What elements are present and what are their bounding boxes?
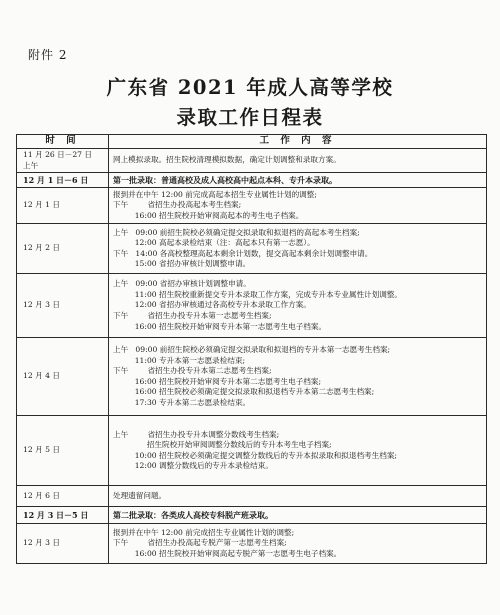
row-date-cell [17, 173, 109, 188]
table-row [17, 486, 487, 507]
row-content-cell [109, 274, 487, 338]
row-content-line: 11:00 招生院校重新提交专升本录取工作方案，完成专升本专业属性计划调整。 [113, 289, 403, 299]
row-content-cell [109, 149, 487, 173]
row-content-line: 16:00 招生院校开始审阅专升本第二志愿考生电子档案; [113, 376, 322, 386]
row-content-line: 上午 09:00 前招生院校必须确定提交拟录取和拟退档的高起本考生档案; [113, 227, 360, 237]
page-title: 广东省 2021 年成人高等学校 [106, 76, 394, 99]
table-row [17, 188, 487, 224]
column-header-content: 工 作 内 容 [109, 135, 487, 149]
row-date-cell [17, 416, 109, 486]
row-date: 12 月 1 日－6 日 [23, 174, 89, 185]
row-content-line: 下午 省招生办投专升本第二志愿考生档案; [113, 366, 272, 376]
row-content-line: 16:00 招生院校开始审阅高起本的考生电子档案。 [113, 210, 304, 220]
row-content-line: 上午 09:00 前招生院校必须确定提交拟录取和拟退档的专升本第一志愿考生档案; [113, 344, 391, 354]
table-row [17, 224, 487, 274]
schedule-table [16, 134, 487, 564]
row-content-line: 12:00 省招办审核通过各高校专升本录取工作方案。 [113, 300, 311, 310]
row-date-cell [17, 524, 109, 564]
row-date-cell [17, 188, 109, 224]
row-date-cell [17, 224, 109, 274]
row-content-line: 12:00 高起本录检结束（注：高起本只有第一志愿）。 [113, 238, 315, 248]
schedule-body [17, 149, 487, 564]
row-content-line: 17:30 专升本第二志愿录检结束。 [113, 397, 251, 407]
row-content-cell [109, 524, 487, 564]
row-date: 12 月 6 日 [23, 490, 60, 500]
row-date-cell [17, 274, 109, 338]
row-content-line: 报到并在中午 12:00 前完成高起本招生专业属性计划的调整; [113, 189, 317, 199]
attachment-label: 附件 2 [28, 48, 68, 62]
table-row [17, 338, 487, 416]
row-content-line: 下午 省招生办投高起本考生档案; [113, 200, 242, 210]
row-date-cell [17, 507, 109, 524]
row-content-line: 11:00 专升本第一志愿录检结束; [113, 355, 246, 365]
row-content-line: 网上模拟录取。招生院校清理模拟数据，确定计划调整和录取方案。 [113, 155, 341, 165]
row-content-line: 上午 09:00 省招办审核计划调整申请。 [113, 279, 251, 289]
row-content-cell [109, 188, 487, 224]
table-row [17, 507, 487, 524]
row-content-line: 第二批录取：各类成人高校专科脱产班录取。 [113, 509, 273, 520]
row-content-line: 第一批录取：普通高校及成人高校高中起点本科、专升本录取。 [113, 174, 337, 185]
row-date: 12 月 3 日 [23, 538, 60, 548]
table-row [17, 149, 487, 173]
row-content-line: 15:00 省招办审核计划调整申请。 [113, 259, 251, 269]
row-content-line: 12:00 调整分数线后的专升本录检结束。 [113, 461, 273, 471]
row-date: 12 月 3 日－5 日 [23, 509, 89, 520]
row-content-line: 处理遗留问题。 [113, 490, 167, 500]
row-date: 12 月 5 日 [23, 445, 60, 455]
row-date: 12 月 4 日 [23, 371, 60, 381]
table-row [17, 524, 487, 564]
row-content-line: 下午 省招生办投高起专脱产第一志愿考生档案; [113, 538, 287, 548]
row-content-cell [109, 486, 487, 507]
row-content-cell [109, 416, 487, 486]
page-subtitle: 录取工作日程表 [176, 106, 324, 129]
row-content-line: 16:00 招生院校开始审阅高起专脱产第一志愿考生电子档案。 [113, 548, 342, 558]
row-content-line: 报到并在中午 12:00 前完成招生专业属性计划的调整; [113, 527, 295, 537]
row-date-cell [17, 486, 109, 507]
row-content-cell [109, 507, 487, 524]
row-content-line: 10:00 招生院校必须确定提交调整分数线后的专升本拟录取和拟退档考生档案; [113, 450, 397, 460]
row-content-cell [109, 338, 487, 416]
row-date: 12 月 3 日 [23, 300, 60, 310]
row-date: 12 月 2 日 [23, 243, 60, 253]
row-content-cell [109, 224, 487, 274]
row-content-line: 16:00 招生院校开始审阅专升本第一志愿考生电子档案。 [113, 321, 327, 331]
table-header-row [17, 135, 487, 149]
table-row [17, 274, 487, 338]
row-content-line: 16:00 招生院校必须确定提交拟录取和拟退档专升本第二志愿考生档案; [113, 387, 375, 397]
row-date: 12 月 1 日 [23, 200, 60, 210]
row-content-cell [109, 173, 487, 188]
table-row [17, 173, 487, 188]
row-content-line: 招生院校开始审阅调整分数线后的专升本考生电子档案; [113, 440, 332, 450]
column-header-time: 时 间 [17, 135, 109, 149]
row-date-cell [17, 149, 109, 173]
row-content-line: 上午 省招生办投专升本调整分数线考生档案; [113, 429, 280, 439]
row-date: 11 月 26 日－27 日 [23, 150, 93, 159]
table-row [17, 416, 487, 486]
row-content-line: 下午 省招生办投专升本第一志愿考生档案; [113, 310, 272, 320]
row-date-cell [17, 338, 109, 416]
row-date: 上午 [23, 160, 39, 170]
row-content-line: 下午 14:00 各高校整理高起本剩余计划数，提交高起本剩余计划调整申请。 [113, 248, 373, 258]
